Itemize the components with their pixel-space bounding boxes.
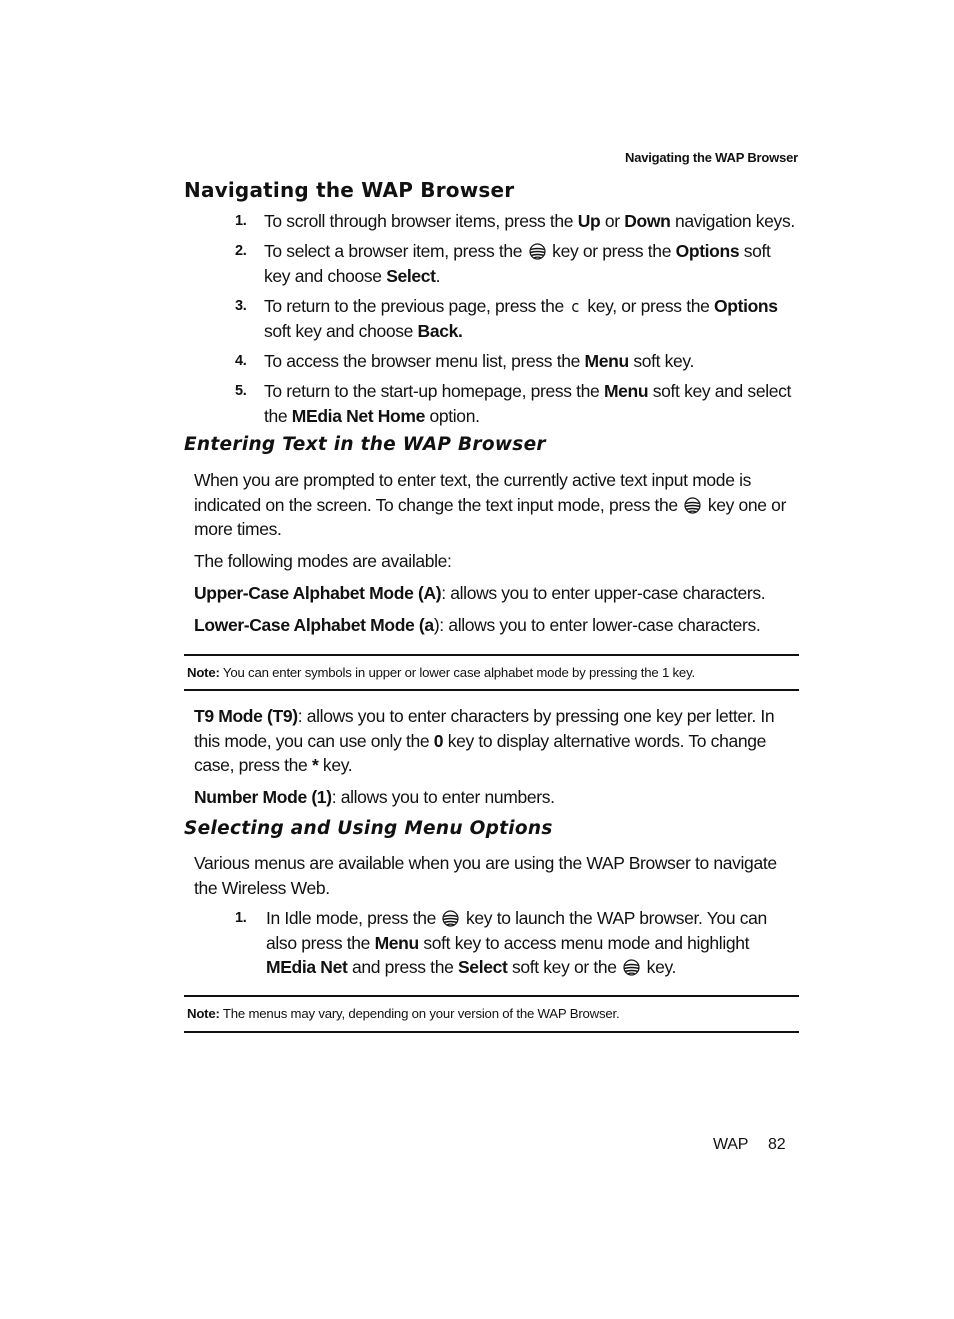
section-heading-navigating: Navigating the WAP Browser (184, 178, 515, 202)
step-number: 1. (235, 213, 247, 229)
list-item: 1. In Idle mode, press the key to launch the WAP browser. You can also press the Menu soft key to access menu mode and highlight MEdia Net and press the Select soft key or the key. (235, 908, 767, 977)
menu-options-intro: Various menus are available when you are using the WAP Browser to navigate the Wireless Web. (194, 853, 777, 898)
menu-steps-list (235, 906, 800, 985)
list-item: 3. To return to the previous page, press the c key, or press the Options soft key and choose Back. (235, 295, 778, 341)
clear-key-icon: c (571, 296, 580, 316)
att-globe-key-icon (684, 497, 701, 514)
list-item: 5. To return to the start-up homepage, press the Menu soft key and select the MEdia Net Home option. (235, 381, 792, 426)
step-number: 2. (235, 243, 247, 259)
t9-mode: T9 Mode (T9): allows you to enter characters by pressing one key per letter. In this mode, you can use only the 0 key to display alternative words. To change case, press the * key. (194, 706, 775, 775)
section-heading-menu-options: Selecting and Using Menu Options (184, 818, 553, 839)
att-globe-key-icon (442, 910, 459, 927)
step-number: 1. (235, 910, 247, 926)
lower-case-mode: Lower-Case Alphabet Mode (a): allows you to enter lower-case characters. (194, 615, 761, 635)
list-item: 1. To scroll through browser items, press the Up or Down navigation keys. (235, 209, 800, 234)
note-symbols: Note: You can enter symbols in upper or lower case alphabet mode by pressing the 1 key. (184, 654, 799, 691)
list-item: 4. To access the browser menu list, press the Menu soft key. (235, 349, 800, 374)
navigation-steps-list (235, 209, 800, 434)
modes-intro: The following modes are available: (194, 551, 452, 571)
running-header: Navigating the WAP Browser (625, 150, 798, 165)
number-mode: Number Mode (1): allows you to enter numbers. (194, 787, 555, 807)
step-number: 4. (235, 353, 247, 369)
footer-section: WAP (713, 1136, 749, 1153)
section-heading-entering-text: Entering Text in the WAP Browser (184, 434, 546, 455)
note-label: Note: (187, 1006, 220, 1021)
step-number: 5. (235, 383, 247, 399)
step-number: 3. (235, 297, 247, 314)
att-globe-key-icon (623, 959, 640, 976)
att-globe-key-icon (529, 243, 546, 260)
entering-text-intro: When you are prompted to enter text, the currently active text input mode is indicated on the screen. To change the text input mode, press the key one or more times. (194, 470, 787, 539)
note-label: Note: (187, 665, 220, 680)
list-item: 2. To select a browser item, press the key or press the Options soft key and choose Select. (235, 241, 771, 286)
upper-case-mode: Upper-Case Alphabet Mode (A): allows you to enter upper-case characters. (194, 583, 766, 603)
note-menus-vary: Note: The menus may vary, depending on your version of the WAP Browser. (184, 995, 799, 1033)
page-number: 82 (768, 1136, 786, 1153)
